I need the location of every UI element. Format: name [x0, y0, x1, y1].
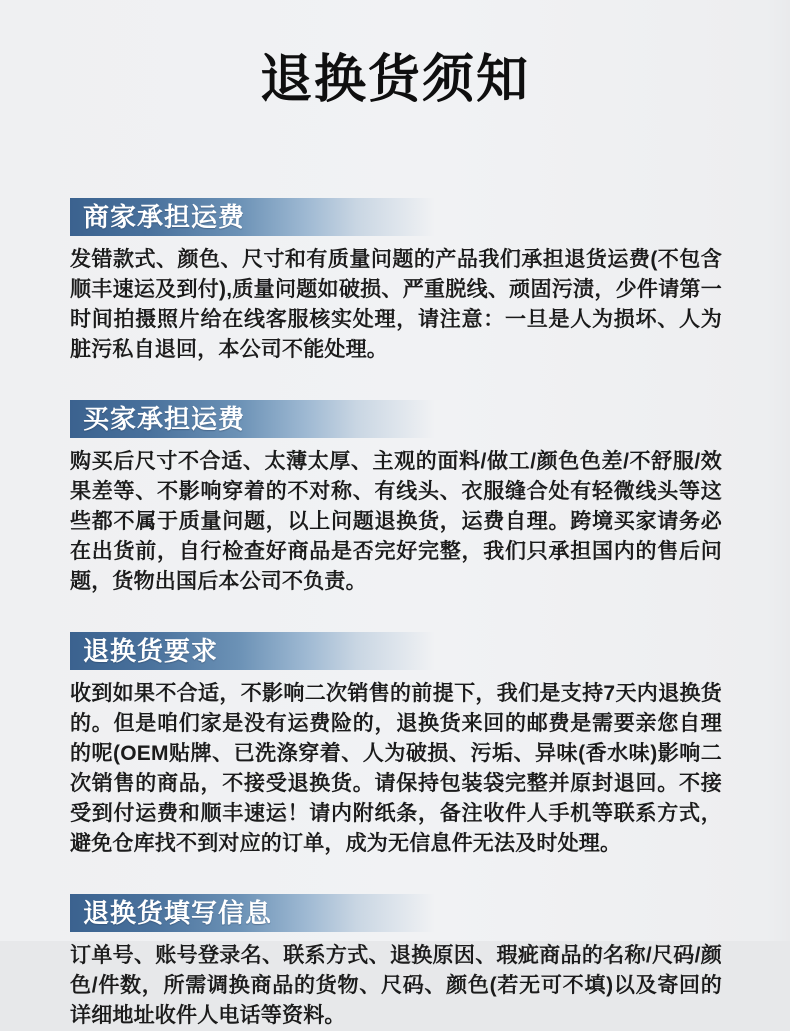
page-title: 退换货须知 [259, 51, 530, 109]
section-heading: 买家承担运费 [70, 400, 722, 438]
section-buyer-pays-shipping [70, 400, 722, 597]
policy-content [0, 108, 790, 1031]
section-merchant-pays-shipping [70, 198, 722, 365]
section-body-text: 发错款式、颜色、尺寸和有质量问题的产品我们承担退货运费(不包含顺丰速运及到付),质量问题如破损、严重脱线、顽固污渍，少件请第一时间拍摄照片给在线客服核实处理，请注意：一旦是人为损坏、人为脏污私自退回，本公司不能处理。 [70, 248, 722, 361]
section-heading: 退换货填写信息 [70, 894, 722, 932]
section-body-text: 订单号、账号登录名、联系方式、退换原因、瑕疵商品的名称/尺码/颜色/件数，所需调换商品的货物、尺码、颜色(若无可不填)以及寄回的详细地址收件人电话等资料。 [70, 944, 722, 1027]
section-body-text: 收到如果不合适，不影响二次销售的前提下，我们是支持7天内退换货的。但是咱们家是没有运费险的，退换货来回的邮费是需要亲您自理的呢(OEM贴牌、已洗涤穿着、人为破损、污垢、异味(香水味)影响二次销售的商品，不接受退换货。请保持包装袋完整并原封退回。不接受到付运费和顺丰速运！请内附纸条，备注收件人手机等联系方式，避免仓库找不到对应的订单，成为无信息件无法及时处理。 [70, 682, 722, 855]
section-body-text: 购买后尺寸不合适、太薄太厚、主观的面料/做工/颜色色差/不舒服/效果差等、不影响穿着的不对称、有线头、衣服缝合处有轻微线头等这些都不属于质量问题，以上问题退换货，运费自理。跨境买家请务必在出货前，自行检查好商品是否完好完整，我们只承担国内的售后问题，货物出国后本公司不负责。 [70, 450, 722, 593]
section-return-requirements [70, 632, 722, 859]
section-heading: 退换货要求 [70, 632, 722, 670]
section-heading: 商家承担运费 [70, 198, 722, 236]
section-return-form-info [70, 894, 722, 1031]
